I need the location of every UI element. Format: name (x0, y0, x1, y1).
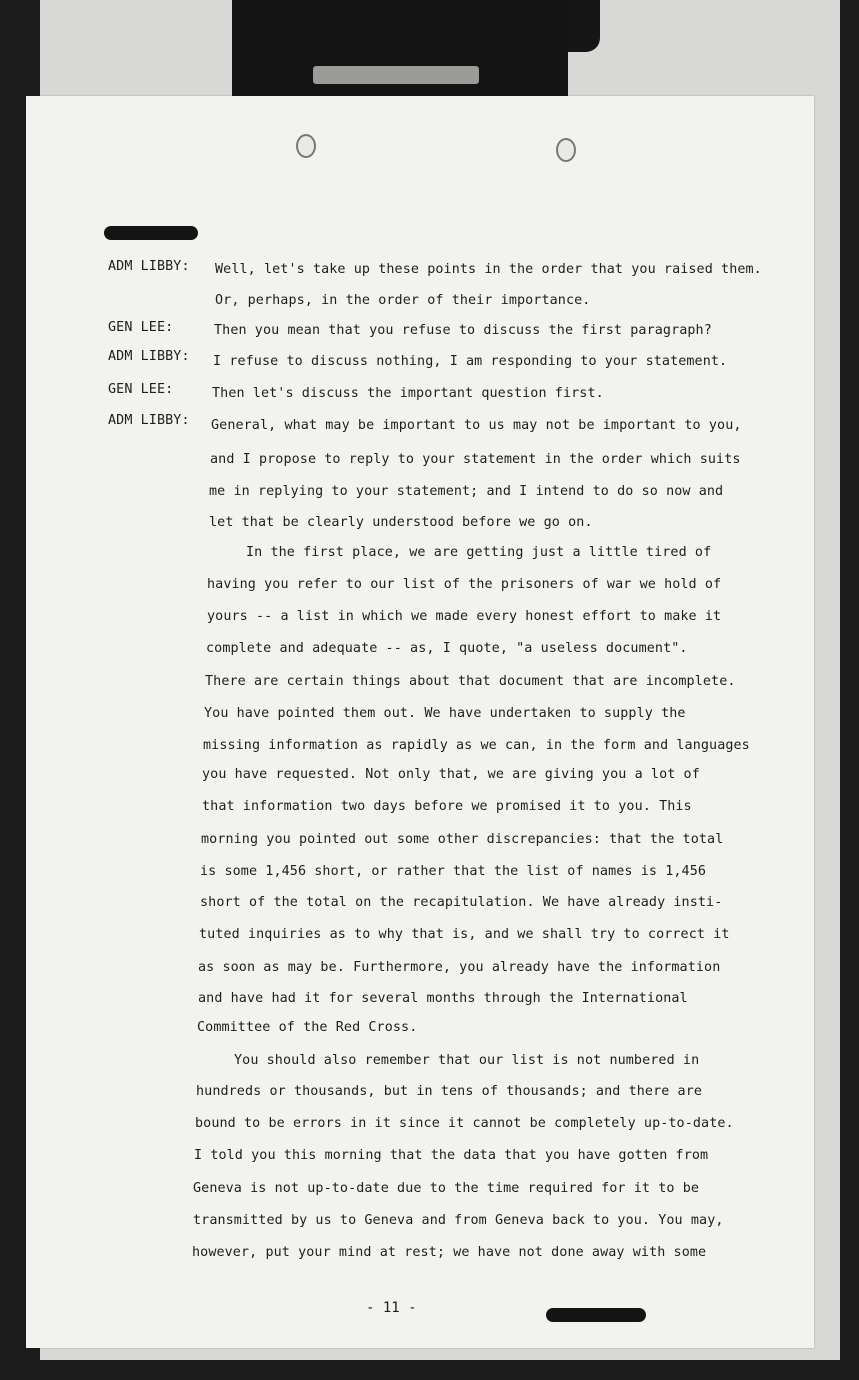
speaker-label: ADM LIBBY: (108, 259, 190, 274)
clip-nameplate (313, 66, 479, 84)
text-line: tuted inquiries as to why that is, and we shall try to correct it (199, 927, 730, 942)
classification-redaction-bottom (546, 1308, 646, 1322)
text-line: transmitted by us to Geneva and from Geneva back to you. You may, (193, 1213, 724, 1228)
text-line: Or, perhaps, in the order of their importance. (215, 293, 591, 308)
text-line: Geneva is not up-to-date due to the time required for it to be (193, 1181, 700, 1196)
clipboard-clip (232, 0, 568, 106)
text-line: yours -- a list in which we made every honest effort to make it (207, 609, 722, 624)
text-line: is some 1,456 short, or rather that the list of names is 1,456 (200, 864, 707, 879)
text-line: General, what may be important to us may not be important to you, (211, 418, 742, 433)
speaker-label: ADM LIBBY: (108, 349, 190, 364)
text-line: hundreds or thousands, but in tens of thousands; and there are (196, 1084, 703, 1099)
text-line: having you refer to our list of the prisoners of war we hold of (207, 577, 722, 592)
text-line: you have requested. Not only that, we are giving you a lot of (202, 767, 700, 782)
text-line: I told you this morning that the data that you have gotten from (194, 1148, 709, 1163)
speaker-label: GEN LEE: (108, 320, 174, 335)
text-line: let that be clearly understood before we go on. (209, 515, 593, 530)
text-line: You have pointed them out. We have undertaken to supply the (204, 706, 686, 721)
page-number: - 11 - (366, 1300, 417, 1316)
text-line: There are certain things about that document that are incomplete. (205, 674, 736, 689)
text-line: bound to be errors in it since it cannot be completely up-to-date. (195, 1116, 734, 1131)
clip-lever (568, 0, 600, 52)
text-line: Then you mean that you refuse to discuss the first paragraph? (214, 323, 712, 338)
text-line: me in replying to your statement; and I intend to do so now and (209, 484, 724, 499)
text-line: missing information as rapidly as we can, in the form and languages (203, 738, 750, 753)
text-line: Committee of the Red Cross. (197, 1020, 418, 1035)
speaker-label: ADM LIBBY: (108, 413, 190, 428)
paragraph-first-line: You should also remember that our list is not numbered in (234, 1053, 700, 1068)
text-line: Well, let's take up these points in the order that you raised them. (215, 262, 762, 277)
text-line: that information two days before we promised it to you. This (202, 799, 692, 814)
speaker-label: GEN LEE: (108, 382, 174, 397)
text-line: short of the total on the recapitulation. We have already insti- (200, 895, 723, 910)
punch-hole-right (556, 138, 576, 162)
text-line: and I propose to reply to your statement in the order which suits (210, 452, 741, 467)
punch-hole-left (296, 134, 316, 158)
text-line: complete and adequate -- as, I quote, "a useless document". (206, 641, 688, 656)
text-line: I refuse to discuss nothing, I am responding to your statement. (213, 354, 728, 369)
text-line: Then let's discuss the important question first. (212, 386, 604, 401)
text-line: morning you pointed out some other discrepancies: that the total (201, 832, 724, 847)
paragraph-first-line: In the first place, we are getting just a little tired of (246, 545, 712, 560)
classification-redaction-top (104, 226, 198, 240)
text-line: however, put your mind at rest; we have not done away with some (192, 1245, 707, 1260)
text-line: as soon as may be. Furthermore, you already have the information (198, 960, 721, 975)
text-line: and have had it for several months through the International (198, 991, 688, 1006)
